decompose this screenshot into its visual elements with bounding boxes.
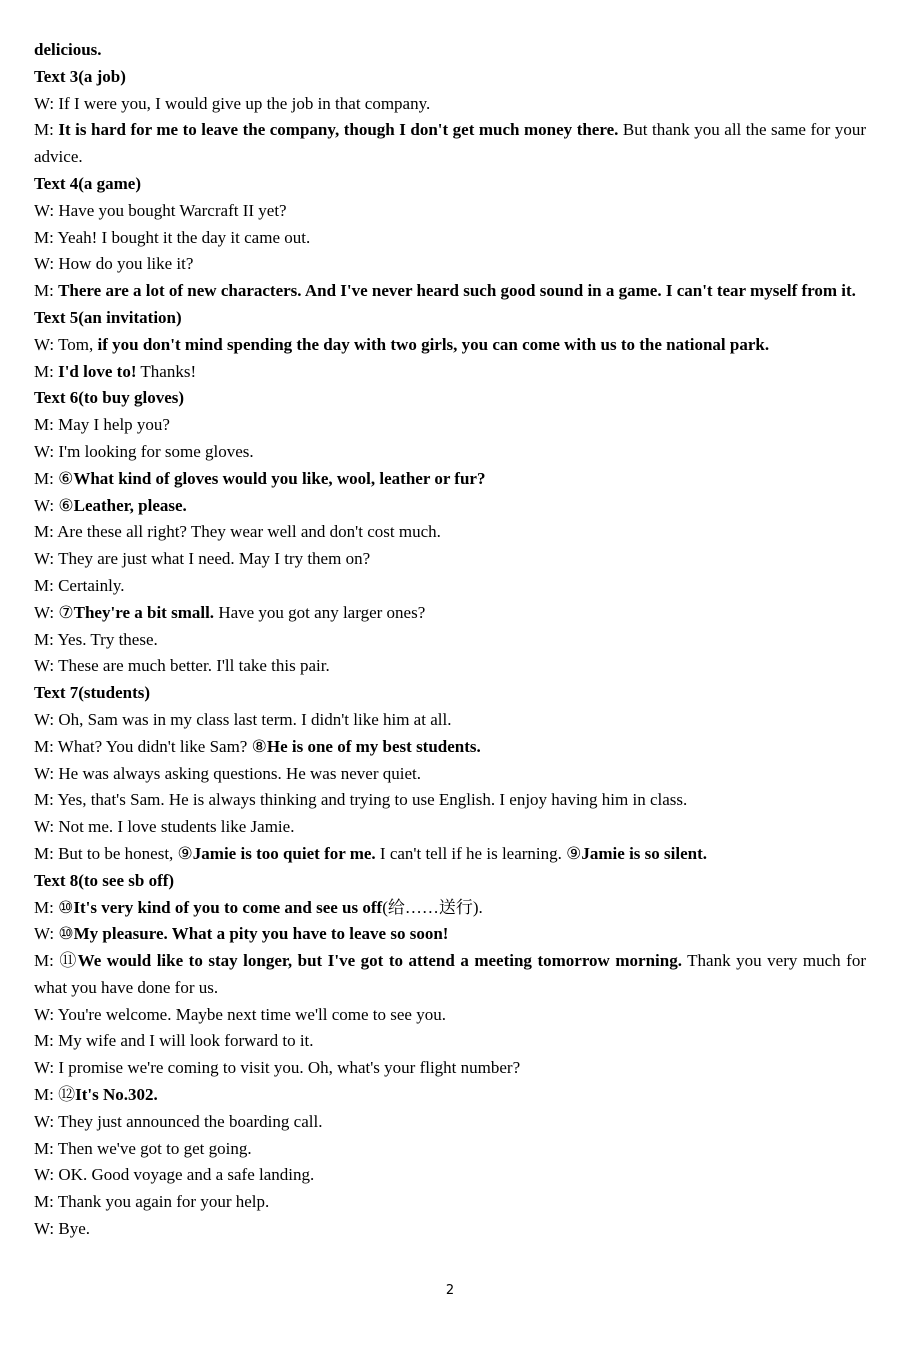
- dialogue-line: [34, 600, 866, 627]
- dialogue-line: [34, 1162, 866, 1189]
- bold-text: Leather, please.: [73, 495, 187, 515]
- text-segment: M: ⑫: [34, 1085, 76, 1105]
- dialogue-line: [34, 1189, 866, 1216]
- dialogue-line: [34, 546, 866, 573]
- dialogue-line: [34, 573, 866, 600]
- bold-text: They're a bit small.: [73, 602, 215, 622]
- text-segment: W: OK. Good voyage and a safe landing.: [34, 1165, 315, 1185]
- bold-text: Text 7(students): [34, 683, 151, 703]
- dialogue-line: [34, 278, 866, 305]
- bold-text: delicious.: [34, 40, 102, 59]
- dialogue-line: [34, 1136, 866, 1163]
- dialogue-line: [34, 1055, 866, 1082]
- bold-text: There are a lot of new characters. And I've never heard such good sound in a game. I can't tear myself from it.: [58, 281, 856, 301]
- dialogue-line: [34, 466, 866, 493]
- bold-text: He is one of my best students.: [266, 736, 481, 756]
- dialogue-line: [34, 117, 866, 171]
- text-segment: M: Certainly.: [34, 575, 125, 595]
- text-segment: W: Oh, Sam was in my class last term. I didn't like him at all.: [34, 709, 452, 729]
- text-segment: W: ⑥: [34, 495, 74, 515]
- dialogue-line: [34, 1109, 866, 1136]
- dialogue-line: [34, 1028, 866, 1055]
- text-segment: W: ⑩: [34, 924, 74, 944]
- text-segment: M: My wife and I will look forward to it.: [34, 1031, 314, 1051]
- section-heading: [34, 385, 866, 412]
- text-segment: M: ⑪: [34, 951, 78, 971]
- dialogue-line: [34, 627, 866, 654]
- text-segment: M: Are these all right? They wear well and don't cost much.: [34, 522, 441, 542]
- text-segment: W: How do you like it?: [34, 254, 194, 274]
- dialogue-line: [34, 1002, 866, 1029]
- bold-text: Text 8(to see sb off): [34, 870, 175, 890]
- text-segment: M: But to be honest, ⑨: [34, 843, 193, 863]
- section-heading: [34, 37, 866, 64]
- dialogue-line: [34, 814, 866, 841]
- text-segment: W: Have you bought Warcraft II yet?: [34, 200, 287, 220]
- bold-text: Text 4(a game): [34, 173, 142, 193]
- dialogue-line: [34, 91, 866, 118]
- text-segment: M: Yes. Try these.: [34, 629, 158, 649]
- dialogue-line: [34, 412, 866, 439]
- text-segment: (给……送行).: [382, 897, 483, 917]
- text-segment: W: I'm looking for some gloves.: [34, 441, 254, 461]
- text-segment: W: I promise we're coming to visit you. Oh, what's your flight number?: [34, 1058, 521, 1078]
- bold-text: Text 3(a job): [34, 66, 126, 86]
- text-segment: W: Bye.: [34, 1219, 91, 1239]
- text-segment: M:: [34, 120, 59, 140]
- text-segment: M: ⑥: [34, 468, 74, 488]
- dialogue-line: [34, 734, 866, 761]
- section-heading: [34, 305, 866, 332]
- dialogue-line: [34, 653, 866, 680]
- bold-text: Text 5(an invitation): [34, 307, 182, 327]
- text-segment: W: Not me. I love students like Jamie.: [34, 817, 295, 837]
- text-segment: W: You're welcome. Maybe next time we'll come to see you.: [34, 1004, 446, 1024]
- text-segment: W: ⑦: [34, 602, 74, 622]
- dialogue-line: [34, 493, 866, 520]
- text-segment: But thank you all the same for your advice.: [34, 120, 866, 167]
- section-heading: [34, 171, 866, 198]
- text-segment: Thanks!: [136, 361, 197, 381]
- bold-text: It's very kind of you to come and see us off: [73, 897, 383, 917]
- dialogue-line: [34, 251, 866, 278]
- text-segment: M: ⑩: [34, 897, 74, 917]
- text-segment: M: Then we've got to get going.: [34, 1138, 252, 1158]
- bold-text: Jamie is so silent.: [581, 843, 707, 863]
- bold-text: Jamie is too quiet for me.: [192, 843, 376, 863]
- text-segment: W: Tom,: [34, 334, 98, 354]
- dialogue-line: [34, 198, 866, 225]
- text-segment: W: They just announced the boarding call.: [34, 1111, 323, 1131]
- section-heading: [34, 680, 866, 707]
- text-segment: I can't tell if he is learning. ⑨: [375, 843, 582, 863]
- bold-text: Text 6(to buy gloves): [34, 388, 185, 408]
- bold-text: if you don't mind spending the day with two girls, you can come with us to the national park.: [97, 334, 770, 354]
- text-segment: M:: [34, 361, 59, 381]
- dialogue-line: [34, 519, 866, 546]
- text-segment: Thank you very much for what you have done for us.: [34, 951, 866, 997]
- dialogue-line: [34, 895, 866, 922]
- bold-text: I'd love to!: [58, 361, 137, 381]
- text-segment: W: They are just what I need. May I try them on?: [34, 549, 371, 569]
- dialogue-line: [34, 707, 866, 734]
- text-segment: M: Yes, that's Sam. He is always thinking and trying to use English. I enjoy having him in class.: [34, 790, 688, 810]
- text-segment: W: He was always asking questions. He was never quiet.: [34, 763, 421, 783]
- dialogue-line: [34, 761, 866, 788]
- text-segment: W: These are much better. I'll take this pair.: [34, 656, 330, 676]
- text-segment: Have you got any larger ones?: [214, 602, 426, 622]
- dialogue-line: [34, 1216, 866, 1243]
- text-segment: M: What? You didn't like Sam? ⑧: [34, 736, 267, 756]
- dialogue-line: [34, 332, 866, 359]
- page-number: 2: [445, 1283, 455, 1298]
- dialogue-line: [34, 359, 866, 386]
- section-heading: [34, 64, 866, 91]
- dialogue-line: [34, 841, 866, 868]
- bold-text: What kind of gloves would you like, wool, leather or fur?: [73, 468, 486, 488]
- bold-text: It's No.302.: [75, 1085, 158, 1105]
- text-segment: M: May I help you?: [34, 415, 170, 435]
- text-segment: M:: [34, 281, 59, 301]
- section-heading: [34, 868, 866, 895]
- text-segment: M: Thank you again for your help.: [34, 1192, 270, 1212]
- dialogue-line: [34, 225, 866, 252]
- dialogue-line: [34, 787, 866, 814]
- bold-text: It is hard for me to leave the company, though I don't get much money there.: [58, 120, 619, 140]
- bold-text: My pleasure. What a pity you have to leave so soon!: [73, 924, 449, 944]
- dialogue-line: [34, 1082, 866, 1109]
- transcript-body: [34, 37, 866, 1243]
- dialogue-line: [34, 439, 866, 466]
- dialogue-line: [34, 921, 866, 948]
- text-segment: M: Yeah! I bought it the day it came out.: [34, 227, 311, 247]
- text-segment: W: If I were you, I would give up the job in that company.: [34, 93, 431, 113]
- dialogue-line: [34, 948, 866, 1002]
- bold-text: We would like to stay longer, but I've got to attend a meeting tomorrow morning.: [77, 951, 682, 971]
